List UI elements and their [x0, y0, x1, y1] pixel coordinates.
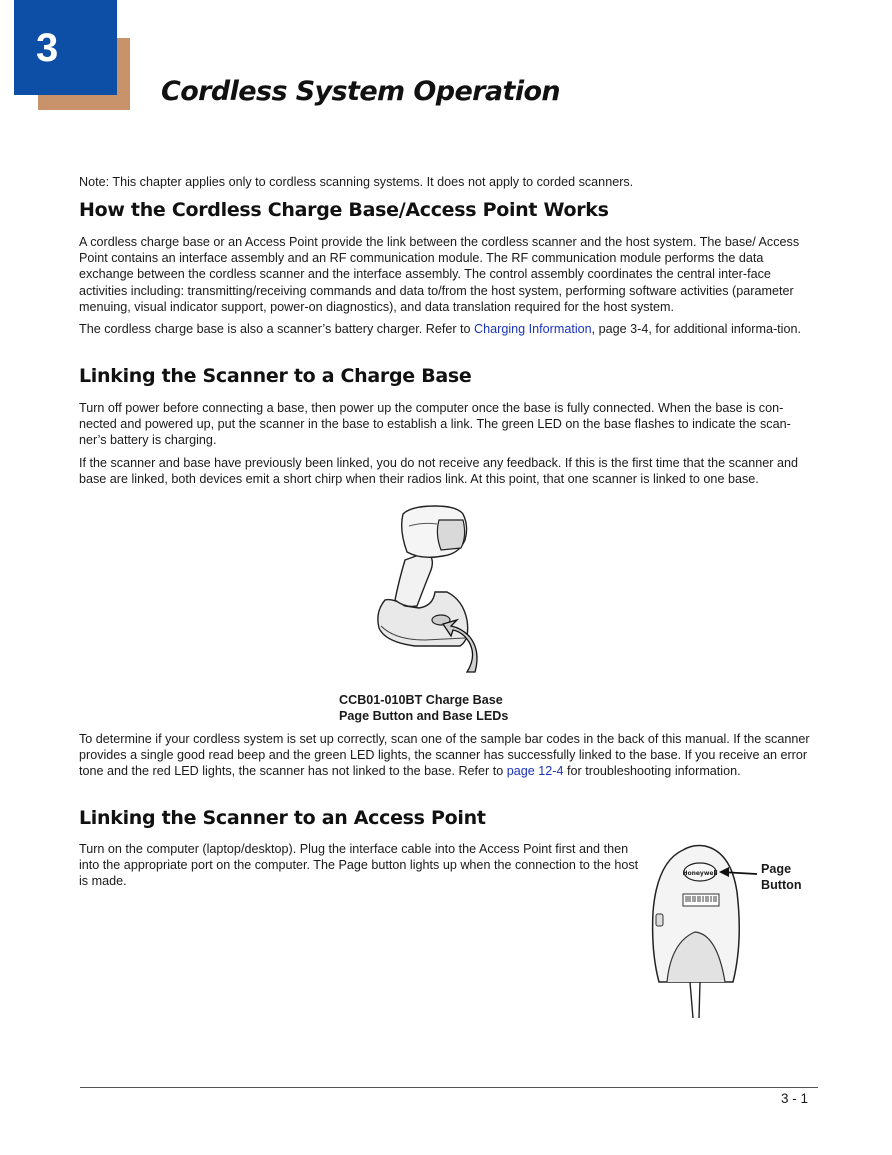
chapter-number: 3: [36, 26, 59, 70]
paragraph: A cordless charge base or an Access Point provide the link between the cordless scanner and the host system. The base/ Access Point contains an interface assembly and an RF communication module. The RF communication module performs the data exchange between the cordless scanner and the interface assembly. The control assembly coordinates the central inter-face activities including: transmitting/receiving commands and data to/from the host system, performing software activities (parameter menuing, visual indicator support, power-on diagnostics), and data translation required for the host system.: [79, 235, 800, 314]
section-heading-how-it-works: How the Cordless Charge Base/Access Point Works: [79, 199, 609, 221]
chapter-title: Cordless System Operation: [161, 76, 561, 107]
charge-base-scanner-illustration: [365, 500, 495, 680]
callout-line-1: Page: [761, 862, 792, 876]
figure-caption-line-2: Page Button and Base LEDs: [339, 708, 509, 723]
paragraph-text: The cordless charge base is also a scanner’s battery charger. Refer to: [79, 322, 475, 336]
paragraph: Turn on the computer (laptop/desktop). Plug the interface cable into the Access Point first and then into the appropriate port on the computer. The Page button lights up when the connection to the host is made.: [79, 842, 639, 889]
chapter-note: Note: This chapter applies only to cordless scanning systems. It does not apply to corded scanners.: [79, 175, 634, 189]
chapter-number-box: [14, 0, 117, 95]
footer-divider: [80, 1087, 818, 1088]
troubleshooting-page-link[interactable]: page 12-4: [506, 764, 564, 779]
paragraph-text: for troubleshooting information.: [563, 764, 741, 779]
section-heading-access-point: Linking the Scanner to an Access Point: [79, 807, 486, 829]
paragraph: Turn off power before connecting a base, then power up the computer once the base is fully connected. When the base is con-nected and powered up, put the scanner in the base to establish a link. The green LED on the base flashes to indicate the scan-ner’s battery is charging.: [79, 401, 791, 448]
page-number: 3 - 1: [781, 1091, 809, 1106]
device-logo: Honeywell: [682, 870, 718, 877]
page-button-callout: [761, 862, 802, 893]
figure-caption-line-1: CCB01-010BT Charge Base: [339, 693, 503, 707]
paragraph: [79, 731, 814, 780]
figure-caption: [339, 693, 508, 724]
paragraph: [79, 321, 814, 337]
paragraph-text: , page 3-4, for additional informa-tion.: [591, 322, 801, 336]
callout-line-2: Button: [761, 877, 802, 892]
section-heading-charge-base: Linking the Scanner to a Charge Base: [79, 365, 472, 387]
paragraph-text: To determine if your cordless system is set up correctly, scan one of the sample bar codes in the back of this manual. If the scanner provides a single good read beep and the green LED lights, the scanner has successfully linked to the base. If you receive an error tone and the red LED lights, the scanner has not linked to the base. Refer to: [79, 732, 810, 779]
paragraph: If the scanner and base have previously been linked, you do not receive any feedback. If this is the first time that the scanner and base are linked, both devices emit a short chirp when their radios link. At this point, that one scanner is linked to one base.: [79, 456, 798, 487]
charging-information-link[interactable]: Charging Information: [474, 322, 592, 336]
access-point-illustration: [645, 832, 815, 1022]
